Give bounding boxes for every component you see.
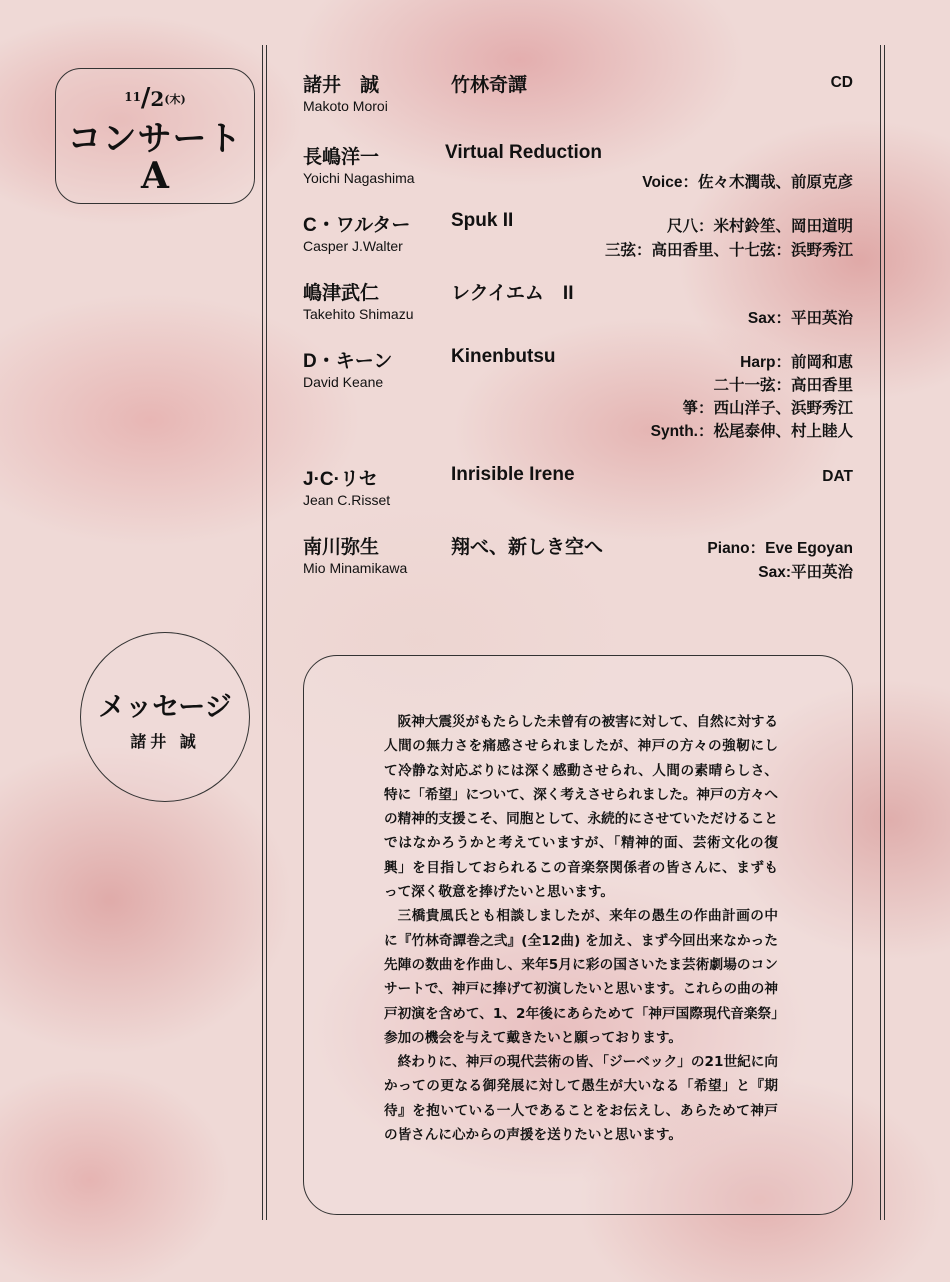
message-box xyxy=(303,655,853,1215)
concert-letter: A xyxy=(141,155,169,197)
composer-name: 南川弥生 xyxy=(303,537,380,558)
performer-line: Voice：佐々木潤哉、前原克彦 xyxy=(642,174,853,191)
program-entry xyxy=(303,210,853,278)
program-entry xyxy=(303,346,853,464)
program-entry xyxy=(303,70,853,142)
composer-romanized: Jean C.Risset xyxy=(303,492,391,508)
performer-line: Piano：Eve Egoyan xyxy=(707,540,853,557)
program-entry xyxy=(303,278,853,346)
performer-line: 箏：西山洋子、浜野秀江 xyxy=(682,400,853,417)
concert-date xyxy=(56,83,254,113)
message-paragraph: 終わりに、神戸の現代芸術の皆、「ジーベック」の21世紀に向かっての更なる御発展に対して愚生が大いなる「希望」と『期待』を抱いている一人であることをお伝えし、あらためて神戸の皆さんに心からの声援を送りたいと思います。 xyxy=(384,1054,778,1144)
date-day: 2 xyxy=(150,87,165,111)
right-vertical-rule xyxy=(880,45,885,1220)
work-title: 翔べ、新しき空へ xyxy=(451,537,604,558)
work-title: Kinenbutsu xyxy=(451,346,556,367)
composer-name: 嶋津武仁 xyxy=(303,283,380,304)
composer-romanized: Yoichi Nagashima xyxy=(303,170,415,186)
performer-line: DAT xyxy=(822,468,853,485)
performer-line: Synth.：松尾泰伸、村上睦人 xyxy=(650,423,853,440)
message-author: 諸井 誠 xyxy=(130,732,200,751)
performer-line: Harp：前岡和恵 xyxy=(740,354,853,371)
work-title: Inrisible Irene xyxy=(451,464,575,485)
performer-line: 尺八：米村鈴笙、岡田道明 xyxy=(666,218,853,235)
date-month: 11 xyxy=(124,90,141,104)
concert-header-box xyxy=(55,68,255,204)
message-paragraph: 阪神大震災がもたらした未曾有の被害に対して、自然に対する人間の無力さを痛感させられましたが、神戸の方々の強靭にして冷静な対応ぶりには深く感動させられ、人間の素晴らしさ、特に「希望」について、深く考えさせられました。神戸の方々への精神的支援こそ、同胞として、永続的にさせていただけることではなかろうかと考えていますが、「精神的面、芸術文化の復興」を目指しておられるこの音楽祭関係者の皆さんに、まずもって深く敬意を捧げたいと思います。 xyxy=(384,714,778,901)
work-title: Spuk II xyxy=(451,210,514,231)
composer-romanized: Mio Minamikawa xyxy=(303,560,408,576)
message-paragraph: 三橋貴風氏とも相談しましたが、来年の愚生の作曲計画の中に『竹林奇譚巻之弐』(全12曲) を加え、まず今回出来なかった先陣の数曲を作曲し、来年5月に彩の国さいたま芸術劇場のコンサートで、神戸に捧げて初演したいと思います。これらの曲の神戸初演を含めて、1、2年後にあらためて「神戸国際現代音楽祭」参加の機会を与えて戴きたいと願っております。 xyxy=(384,908,778,1046)
program-entry xyxy=(303,464,853,532)
program-entry xyxy=(303,532,853,600)
composer-name: C・ワルター xyxy=(303,215,411,236)
date-weekday: (木) xyxy=(164,93,186,106)
composer-name: D・キーン xyxy=(303,351,393,372)
performer-line: 三弦：高田香里、十七弦：浜野秀江 xyxy=(604,242,853,259)
composer-name: 諸井 誠 xyxy=(303,75,380,96)
message-body xyxy=(384,710,778,1147)
date-slash: / xyxy=(140,83,151,113)
work-title: Virtual Reduction xyxy=(445,142,602,163)
composer-name: 長嶋洋一 xyxy=(303,147,380,168)
composer-romanized: David Keane xyxy=(303,374,384,390)
message-title: メッセージ xyxy=(98,692,232,723)
composer-name: J·C·リセ xyxy=(303,469,378,490)
performer-line: 二十一弦：高田香里 xyxy=(713,377,853,394)
concert-title: コンサート xyxy=(67,119,243,159)
program-entry xyxy=(303,142,853,210)
composer-romanized: Casper J.Walter xyxy=(303,238,403,254)
left-vertical-rule xyxy=(262,45,267,1220)
work-title: レクイエム II xyxy=(451,283,574,304)
program-list xyxy=(303,70,853,600)
performer-line: CD xyxy=(830,74,853,91)
performer-line: Sax:平田英治 xyxy=(758,564,853,581)
performer-line: Sax：平田英治 xyxy=(747,310,853,327)
message-header-circle xyxy=(80,632,250,802)
composer-romanized: Takehito Shimazu xyxy=(303,306,414,322)
composer-romanized: Makoto Moroi xyxy=(303,98,388,114)
work-title: 竹林奇譚 xyxy=(451,75,528,96)
